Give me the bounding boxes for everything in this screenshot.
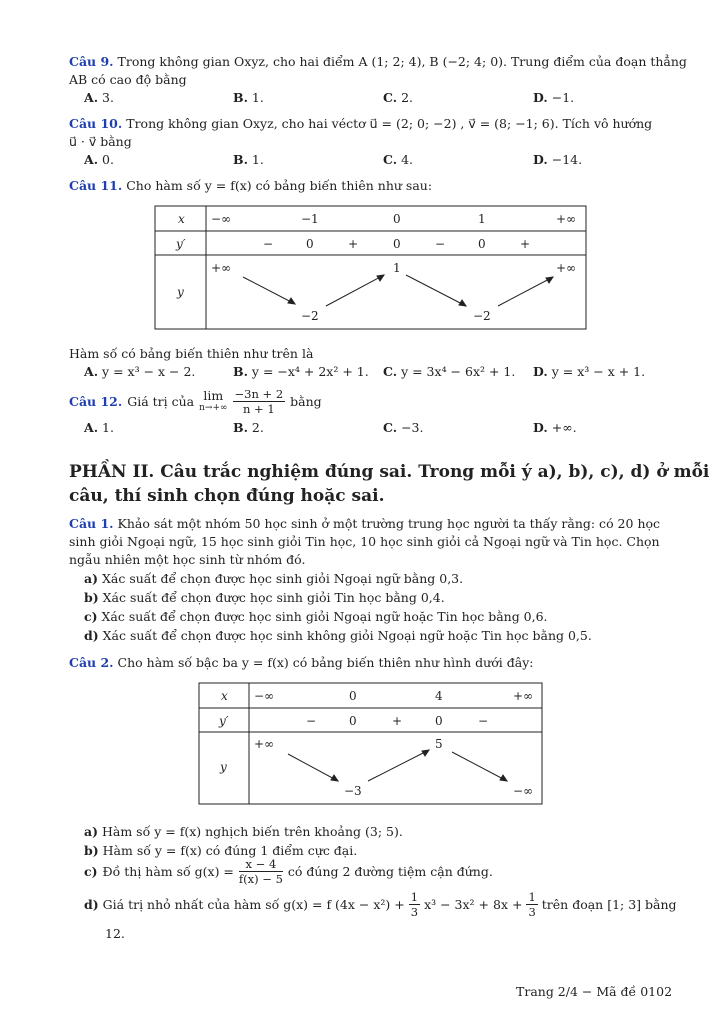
question-text-cont: u⃗ · v⃗ bằng [69, 134, 132, 149]
yprime-zero: 0 [393, 237, 401, 251]
yprime-sign: − [306, 714, 317, 728]
question-text: Trong không gian Oxyz, cho hai điểm A (1; 2; 4), B (−2; 4; 0). Trung điểm của đoạn thẳng [117, 54, 687, 69]
decrease-arrow [243, 277, 295, 304]
y-value: −3 [344, 784, 362, 798]
decrease-arrow [288, 754, 338, 781]
arrowhead [288, 298, 295, 304]
arrowhead [500, 775, 507, 781]
question-text-cont: Hàm số có bảng biến thiên như trên là [69, 346, 314, 361]
x-value: −∞ [211, 212, 232, 226]
yprime-zero: 0 [306, 237, 314, 251]
yprime-header: y′ [176, 237, 186, 251]
option-c: C. 2. [383, 90, 414, 105]
question-text: Cho hàm số bậc ba y = f(x) có bảng biến thiên như hình dưới đây: [117, 655, 534, 670]
question-11 [69, 178, 432, 193]
option-a: A. 3. [84, 90, 114, 105]
question-text: Khảo sát một nhóm 50 học sinh ở một trường trung học người ta thấy rằng: có 20 học [117, 516, 661, 531]
option-b: B. 1. [233, 90, 264, 105]
arrowhead [546, 277, 553, 283]
question-label: Câu 10. [69, 116, 123, 131]
option-c: C. −3. [383, 420, 424, 435]
decrease-arrow [406, 275, 466, 306]
fraction: $\frac{1}{3}$ [528, 890, 536, 919]
x-value: 0 [393, 212, 401, 226]
yprime-zero: 0 [349, 714, 357, 728]
x-value: +∞ [513, 689, 534, 703]
option-d: D. −1. [533, 90, 575, 105]
option-a: A. 0. [84, 152, 114, 167]
question-label: Câu 1. [69, 516, 114, 531]
section-heading: PHẦN II. Câu trắc nghiệm đúng sai. Trong mỗi ý a), b), c), d) ở mỗi [69, 462, 710, 482]
x-header: x [178, 212, 185, 226]
section-heading-cont: câu, thí sinh chọn đúng hoặc sai. [69, 486, 385, 506]
yprime-sign: + [392, 714, 403, 728]
option-d: D. +∞. [533, 420, 577, 435]
arrowhead [377, 275, 384, 281]
statement-c: c) Đồ thị hàm số g(x) = $\frac{x - 4}{f(x) - 5}$ có đúng 2 đường tiệm cận đứng. [84, 857, 493, 886]
y-value: −2 [301, 309, 319, 323]
question-label: Câu 12. [69, 394, 123, 409]
yprime-sign: + [520, 237, 531, 251]
option-a: A. 1. [84, 420, 114, 435]
fraction: $\frac{-3n + 2}{n + 1}$ [234, 387, 284, 416]
option-c: C. y = 3x⁴ − 6x² + 1. [383, 364, 516, 379]
x-value: 1 [478, 212, 486, 226]
question-10 [69, 116, 652, 131]
increase-arrow [368, 750, 429, 781]
yprime-zero: 0 [478, 237, 486, 251]
x-value: −1 [301, 212, 319, 226]
option-a: A. y = x³ − x − 2. [84, 364, 196, 379]
arrowhead [459, 300, 466, 306]
question-12 [69, 387, 322, 416]
yprime-sign: − [478, 714, 489, 728]
statement-d: d) Giá trị nhỏ nhất của hàm số g(x) = f (4x − x²) + $\frac{1}{3}$ x³ − 3x² + 8x + $\frac{1}{3}$ trên đoạn [1; 3] bằng [84, 890, 677, 919]
yprime-header: y′ [219, 714, 229, 728]
option-c: C. 4. [383, 152, 414, 167]
question-text-cont: ngẫu nhiên một học sinh từ nhóm đó. [69, 552, 306, 567]
question-text: Giá trị của [127, 394, 195, 409]
arrowhead [422, 750, 429, 756]
question-label: Câu 2. [69, 655, 114, 670]
x-value: +∞ [556, 212, 577, 226]
question-text: Trong không gian Oxyz, cho hai véctơ u⃗ = (2; 0; −2) , v⃗ = (8; −1; 6). Tích vô hướng [126, 116, 653, 131]
question-label: Câu 9. [69, 54, 114, 69]
statement-d-cont: 12. [105, 926, 125, 941]
y-header: y [220, 760, 227, 774]
yprime-sign: − [263, 237, 274, 251]
fraction: $\frac{x - 4}{f(x) - 5}$ [238, 857, 283, 886]
statement-c: c) Xác suất để chọn được học sinh giỏi Ngoại ngữ hoặc Tin học bằng 0,6. [84, 609, 548, 624]
question-text: bằng [290, 394, 322, 409]
statement-a: a) Xác suất để chọn được học sinh giỏi Ngoại ngữ bằng 0,3. [84, 571, 464, 586]
limit: lim n→+∞ [199, 387, 228, 413]
decrease-arrow [452, 752, 507, 781]
y-value: −∞ [513, 784, 534, 798]
fraction: $\frac{1}{3}$ [410, 890, 419, 919]
page-footer: Trang 2/4 − Mã đề 0102 [516, 984, 673, 999]
increase-arrow [326, 275, 384, 306]
statement-a: a) Hàm số y = f(x) nghịch biến trên khoảng (3; 5). [84, 824, 403, 839]
option-b: B. 2. [233, 420, 264, 435]
question-9 [69, 54, 687, 69]
increase-arrow [498, 277, 553, 306]
option-b: B. y = −x⁴ + 2x² + 1. [233, 364, 369, 379]
y-value: +∞ [211, 261, 232, 275]
yprime-sign: + [348, 237, 359, 251]
arrowhead [331, 775, 338, 781]
yprime-sign: − [435, 237, 446, 251]
x-value: 4 [435, 689, 443, 703]
y-value: 1 [393, 261, 401, 275]
x-header: x [221, 689, 228, 703]
question-text-cont: sinh giỏi Ngoại ngữ, 15 học sinh giỏi Tin học, 10 học sinh giỏi cả Ngoại ngữ và Tin học. Chọn [69, 534, 660, 549]
statement-d: d) Xác suất để chọn được học sinh không giỏi Ngoại ngữ hoặc Tin học bằng 0,5. [84, 628, 592, 643]
question-label: Câu 11. [69, 178, 123, 193]
question-1 [69, 516, 660, 531]
question-2 [69, 655, 533, 670]
variation-table-1 [150, 203, 590, 333]
variation-table-2 [195, 680, 547, 808]
option-d: D. −14. [533, 152, 583, 167]
question-text-cont: AB có cao độ bằng [69, 72, 187, 87]
yprime-zero: 0 [435, 714, 443, 728]
y-value: +∞ [556, 261, 577, 275]
option-d: D. y = x³ − x + 1. [533, 364, 646, 379]
question-text: Cho hàm số y = f(x) có bảng biến thiên như sau: [126, 178, 433, 193]
statement-b: b) Xác suất để chọn được học sinh giỏi Tin học bằng 0,4. [84, 590, 445, 605]
y-value: −2 [473, 309, 491, 323]
option-b: B. 1. [233, 152, 264, 167]
x-value: −∞ [254, 689, 275, 703]
statement-b: b) Hàm số y = f(x) có đúng 1 điểm cực đại. [84, 843, 358, 858]
y-value: +∞ [254, 737, 275, 751]
y-header: y [177, 285, 184, 299]
y-value: 5 [435, 737, 443, 751]
x-value: 0 [349, 689, 357, 703]
